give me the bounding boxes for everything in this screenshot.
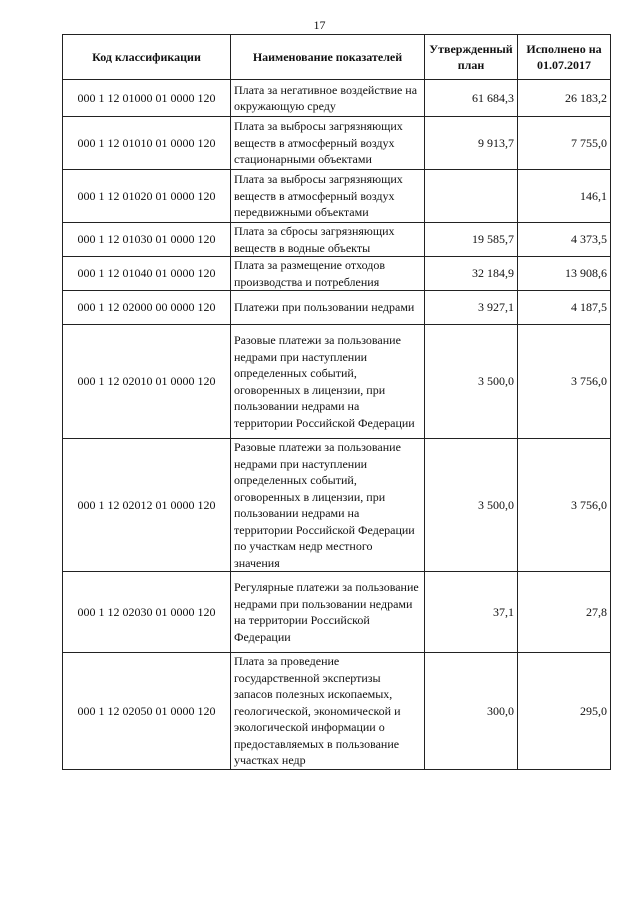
header-plan: Утвержденный план <box>425 35 518 80</box>
executed-amount: 27,8 <box>518 572 611 653</box>
table-row <box>63 223 611 257</box>
classification-code: 000 1 12 01040 01 0000 120 <box>63 257 231 291</box>
classification-code: 000 1 12 02012 01 0000 120 <box>63 439 231 572</box>
indicator-name: Плата за проведение государственной экспертизы запасов полезных ископаемых, геологической, экономической и экологической информации о предоставляемых в пользование участках недр <box>231 653 425 770</box>
indicator-name: Плата за выбросы загрязняющих веществ в атмосферный воздух стационарными объектами <box>231 117 425 170</box>
page-number: 17 <box>313 18 326 32</box>
indicator-name: Разовые платежи за пользование недрами при наступлении определенных событий, оговоренных в лицензии, при пользовании недрами на территории Российской Федерации по участкам недр местного значения <box>231 439 425 572</box>
approved-plan: 300,0 <box>425 653 518 770</box>
table-row <box>63 257 611 291</box>
executed-amount: 26 183,2 <box>518 80 611 117</box>
classification-code: 000 1 12 02000 00 0000 120 <box>63 291 231 325</box>
table-row <box>63 170 611 223</box>
executed-amount: 7 755,0 <box>518 117 611 170</box>
header-executed: Исполнено на 01.07.2017 <box>518 35 611 80</box>
table-row <box>63 80 611 117</box>
table-header-row <box>63 35 611 80</box>
approved-plan: 32 184,9 <box>425 257 518 291</box>
indicator-name: Плата за негативное воздействие на окружающую среду <box>231 80 425 117</box>
executed-amount: 4 187,5 <box>518 291 611 325</box>
indicator-name: Плата за сбросы загрязняющих веществ в водные объекты <box>231 223 425 257</box>
indicator-name: Разовые платежи за пользование недрами при наступлении определенных событий, оговоренных в лицензии, при пользовании недрами на территории Российской Федерации <box>231 325 425 439</box>
classification-code: 000 1 12 01030 01 0000 120 <box>63 223 231 257</box>
approved-plan: 61 684,3 <box>425 80 518 117</box>
indicator-name: Платежи при пользовании недрами <box>231 291 425 325</box>
table-row <box>63 291 611 325</box>
approved-plan: 3 500,0 <box>425 439 518 572</box>
approved-plan: 19 585,7 <box>425 223 518 257</box>
executed-amount: 295,0 <box>518 653 611 770</box>
executed-amount: 13 908,6 <box>518 257 611 291</box>
approved-plan <box>425 170 518 223</box>
table-row <box>63 572 611 653</box>
executed-amount: 146,1 <box>518 170 611 223</box>
table-row <box>63 439 611 572</box>
classification-code: 000 1 12 02010 01 0000 120 <box>63 325 231 439</box>
table-row <box>63 325 611 439</box>
indicator-name: Плата за размещение отходов производства и потребления <box>231 257 425 291</box>
executed-amount: 3 756,0 <box>518 439 611 572</box>
approved-plan: 3 500,0 <box>425 325 518 439</box>
header-name: Наименование показателей <box>231 35 425 80</box>
approved-plan: 9 913,7 <box>425 117 518 170</box>
executed-amount: 4 373,5 <box>518 223 611 257</box>
indicator-name: Плата за выбросы загрязняющих веществ в атмосферный воздух передвижными объектами <box>231 170 425 223</box>
classification-code: 000 1 12 01010 01 0000 120 <box>63 117 231 170</box>
table-row <box>63 653 611 770</box>
classification-code: 000 1 12 02050 01 0000 120 <box>63 653 231 770</box>
indicator-name: Регулярные платежи за пользование недрами при пользовании недрами на территории Российской Федерации <box>231 572 425 653</box>
header-code: Код классификации <box>63 35 231 80</box>
approved-plan: 3 927,1 <box>425 291 518 325</box>
classification-code: 000 1 12 02030 01 0000 120 <box>63 572 231 653</box>
table-row <box>63 117 611 170</box>
budget-table <box>62 34 611 770</box>
approved-plan: 37,1 <box>425 572 518 653</box>
executed-amount: 3 756,0 <box>518 325 611 439</box>
classification-code: 000 1 12 01020 01 0000 120 <box>63 170 231 223</box>
classification-code: 000 1 12 01000 01 0000 120 <box>63 80 231 117</box>
